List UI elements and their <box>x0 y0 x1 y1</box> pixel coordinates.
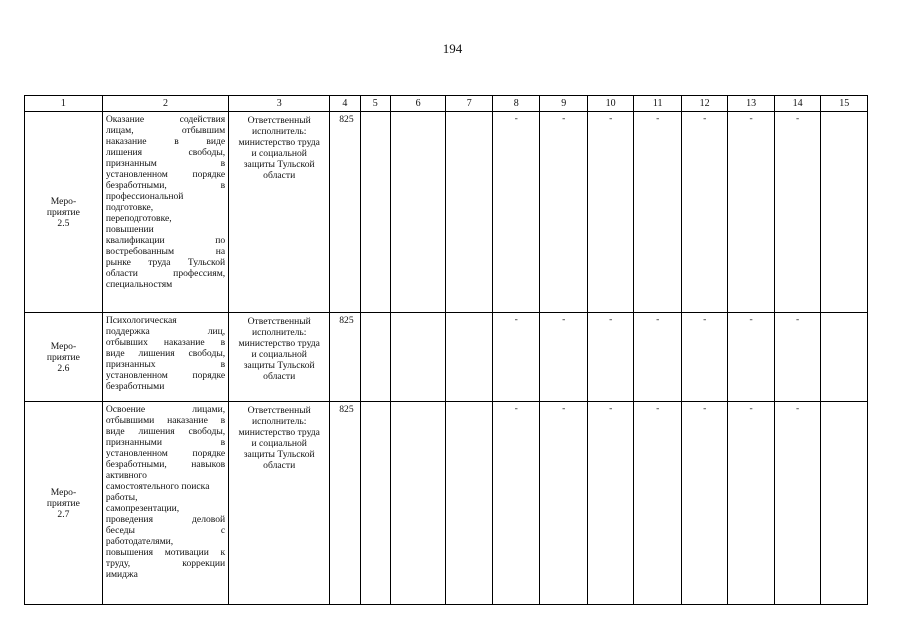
empty-cell <box>360 313 390 402</box>
resp-line: защиты Тульской <box>243 360 315 371</box>
desc-line: лишения свободы, <box>105 147 226 158</box>
empty-cell <box>360 112 390 313</box>
resp-line: и социальной <box>251 148 307 159</box>
desc-line: переподготовке, <box>105 213 172 224</box>
label-line: 2.7 <box>57 508 70 520</box>
measure-label <box>25 313 103 402</box>
table-row <box>25 313 868 402</box>
label-line: приятие <box>46 206 80 218</box>
label-line: Меро- <box>50 486 77 498</box>
resp-line: министерство труда <box>238 137 320 148</box>
desc-line: профессиональной <box>105 191 184 202</box>
resp-line: области <box>263 371 296 382</box>
desc-line: признанным в <box>105 158 226 169</box>
budget-code: 825 <box>330 313 360 402</box>
header-cell: 15 <box>821 96 868 112</box>
desc-line: установленном порядке <box>105 169 226 180</box>
dash-cell: - <box>634 112 682 313</box>
measure-description <box>102 402 228 605</box>
dash-cell: - <box>492 112 540 313</box>
desc-line: труду, коррекции <box>105 558 226 569</box>
desc-line: квалификации по <box>105 235 226 246</box>
desc-line: безработными, навыков <box>105 459 226 470</box>
header-cell: 4 <box>330 96 360 112</box>
measure-label <box>25 402 103 605</box>
desc-line: специальностям <box>105 279 173 290</box>
measure-description <box>102 313 228 402</box>
desc-line: беседы с <box>105 525 226 536</box>
desc-line: поддержка лиц, <box>105 326 226 337</box>
responsible-executor <box>229 112 330 313</box>
desc-line: проведения деловой <box>105 514 226 525</box>
header-cell: 1 <box>25 96 103 112</box>
dash-cell: - <box>774 112 820 313</box>
header-row <box>25 96 868 112</box>
desc-line: рынке труда Тульской <box>105 257 226 268</box>
resp-line: исполнитель: <box>251 416 307 427</box>
header-cell: 6 <box>390 96 446 112</box>
desc-line: Оказание содействия <box>105 114 226 125</box>
dash-cell: - <box>634 313 682 402</box>
budget-code: 825 <box>330 112 360 313</box>
header-cell: 13 <box>728 96 774 112</box>
empty-cell <box>446 112 492 313</box>
resp-line: Ответственный <box>247 405 311 416</box>
header-cell: 8 <box>492 96 540 112</box>
table-row <box>25 112 868 313</box>
desc-line: виде лишения свободы, <box>105 426 226 437</box>
dash-cell: - <box>681 112 727 313</box>
desc-line: отбывшими наказание в <box>105 415 226 426</box>
label-line: Меро- <box>50 340 77 352</box>
desc-line: области профессиям, <box>105 268 226 279</box>
resp-line: области <box>263 460 296 471</box>
desc-line: безработными <box>105 381 165 392</box>
desc-line: востребованным на <box>105 246 226 257</box>
dash-cell: - <box>681 313 727 402</box>
header-cell: 5 <box>360 96 390 112</box>
empty-cell <box>821 112 868 313</box>
desc-line: наказание в виде <box>105 136 226 147</box>
empty-cell <box>390 313 446 402</box>
dash-cell: - <box>492 402 540 605</box>
empty-cell <box>446 402 492 605</box>
label-line: приятие <box>46 351 80 363</box>
desc-line: активного <box>105 470 147 481</box>
resp-line: министерство труда <box>238 427 320 438</box>
desc-line: установленном порядке <box>105 448 226 459</box>
dash-cell: - <box>728 313 774 402</box>
empty-cell <box>821 402 868 605</box>
dash-cell: - <box>634 402 682 605</box>
resp-line: исполнитель: <box>251 327 307 338</box>
label-line: 2.6 <box>57 362 70 374</box>
header-cell: 12 <box>681 96 727 112</box>
measures-table <box>24 95 868 605</box>
resp-line: исполнитель: <box>251 126 307 137</box>
header-cell: 10 <box>587 96 633 112</box>
desc-line: признанных в <box>105 359 226 370</box>
dash-cell: - <box>540 112 588 313</box>
desc-line: работы, <box>105 492 138 503</box>
resp-line: области <box>263 170 296 181</box>
budget-code: 825 <box>330 402 360 605</box>
resp-line: Ответственный <box>247 316 311 327</box>
empty-cell <box>390 402 446 605</box>
header-cell: 3 <box>229 96 330 112</box>
dash-cell: - <box>728 402 774 605</box>
empty-cell <box>446 313 492 402</box>
label-line: приятие <box>46 497 80 509</box>
dash-cell: - <box>540 402 588 605</box>
dash-cell: - <box>774 313 820 402</box>
measure-label <box>25 112 103 313</box>
dash-cell: - <box>492 313 540 402</box>
resp-line: министерство труда <box>238 338 320 349</box>
desc-line: отбывших наказание в <box>105 337 226 348</box>
dash-cell: - <box>587 402 633 605</box>
responsible-executor <box>229 402 330 605</box>
dash-cell: - <box>587 313 633 402</box>
dash-cell: - <box>774 402 820 605</box>
desc-line: повышения мотивации к <box>105 547 226 558</box>
desc-line: Освоение лицами, <box>105 404 226 415</box>
desc-line: безработными, в <box>105 180 226 191</box>
desc-line: признанными в <box>105 437 226 448</box>
resp-line: защиты Тульской <box>243 449 315 460</box>
measure-description <box>102 112 228 313</box>
resp-line: Ответственный <box>247 115 311 126</box>
empty-cell <box>821 313 868 402</box>
resp-line: и социальной <box>251 349 307 360</box>
desc-line: подготовке, <box>105 202 154 213</box>
dash-cell: - <box>540 313 588 402</box>
resp-line: защиты Тульской <box>243 159 315 170</box>
empty-cell <box>390 112 446 313</box>
header-cell: 14 <box>774 96 820 112</box>
desc-line: имиджа <box>105 569 138 580</box>
dash-cell: - <box>728 112 774 313</box>
empty-cell <box>360 402 390 605</box>
responsible-executor <box>229 313 330 402</box>
label-line: 2.5 <box>57 217 70 229</box>
dash-cell: - <box>681 402 727 605</box>
label-line: Меро- <box>50 195 77 207</box>
header-cell: 9 <box>540 96 588 112</box>
header-cell: 11 <box>634 96 682 112</box>
desc-line: самостоятельного поиска <box>105 481 210 492</box>
desc-line: работодателями, <box>105 536 174 547</box>
header-cell: 7 <box>446 96 492 112</box>
table-row <box>25 402 868 605</box>
header-cell: 2 <box>102 96 228 112</box>
desc-line: Психологическая <box>105 315 177 326</box>
desc-line: самопрезентации, <box>105 503 180 514</box>
resp-line: и социальной <box>251 438 307 449</box>
desc-line: установленном порядке <box>105 370 226 381</box>
page-number: 194 <box>442 41 463 56</box>
desc-line: виде лишения свободы, <box>105 348 226 359</box>
dash-cell: - <box>587 112 633 313</box>
desc-line: лицам, отбывшим <box>105 125 226 136</box>
desc-line: повышении <box>105 224 154 235</box>
